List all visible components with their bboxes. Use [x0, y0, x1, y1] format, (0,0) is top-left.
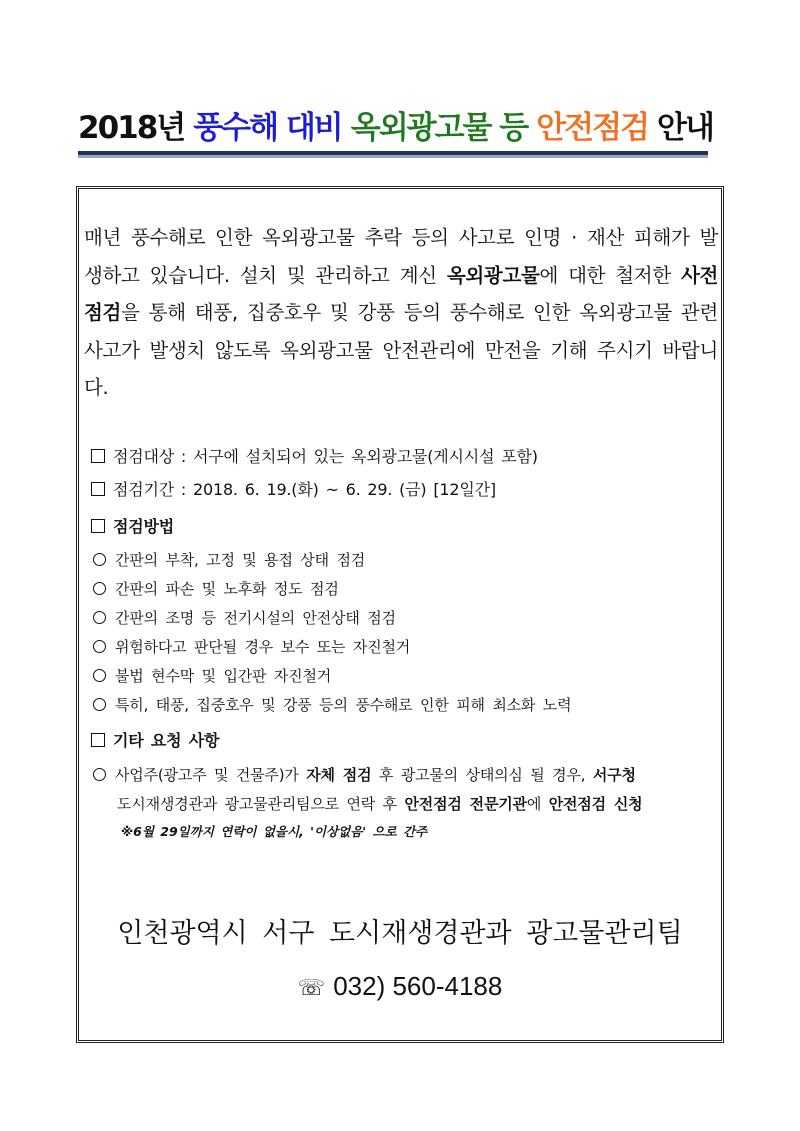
square-bullet-icon	[91, 449, 105, 463]
other-text: 에	[526, 795, 549, 813]
title-underline-shadow	[78, 155, 708, 158]
title-inspection: 안전점검	[536, 110, 649, 146]
method-item	[93, 664, 331, 688]
other-bold-agency: 안전점검 전문기관	[404, 795, 527, 813]
organization-name: 인천광역시 서구 도시재생경관과 광고물관리팀	[117, 918, 683, 949]
title-disaster: 풍수해 대비	[193, 110, 342, 146]
section-method-heading	[91, 515, 174, 539]
title-signage: 옥외광고물 등	[350, 110, 528, 146]
other-text: 후 광고물의 상태의심 될 경우,	[371, 766, 593, 784]
phone-icon: ☏	[297, 976, 326, 1001]
circle-bullet-icon	[93, 611, 106, 624]
period-label: 점검기간	[113, 480, 175, 499]
notice-box	[76, 186, 724, 1043]
period-separator: :	[180, 480, 187, 499]
circle-bullet-icon	[93, 640, 106, 653]
method-item-text: 간판의 부착, 고정 및 용접 상태 점검	[115, 551, 366, 569]
method-item	[93, 606, 396, 630]
target-separator: :	[180, 447, 187, 466]
intro-paragraph	[84, 219, 718, 407]
section-target	[91, 445, 538, 469]
title-notice: 안내	[657, 110, 713, 146]
method-item	[93, 693, 571, 717]
target-value: 서구에 설치되어 있는 옥외광고물(게시시설 포함)	[193, 447, 538, 466]
method-item-text: 불법 현수막 및 입간판 자진철거	[115, 667, 332, 685]
intro-text-2: 에 대한 철저한	[539, 263, 681, 287]
intro-text-3: 을 통해 태풍, 집중호우 및 강풍 등의 풍수해로 인한 옥외광고물 관련 사고가 발생치 않도록 옥외광고물 안전관리에 만전을 기해 주시기 바랍니다.	[84, 301, 718, 399]
method-item	[93, 635, 410, 659]
intro-bold-signage: 옥외광고물	[446, 263, 540, 287]
section-period	[91, 478, 496, 502]
deadline-note: ※6월 29일까지 연락이 없을시, '이상없음' 으로 간주	[121, 824, 428, 839]
method-item	[93, 548, 365, 572]
other-request-line-2	[117, 792, 642, 816]
section-other-heading	[91, 729, 219, 753]
other-bold-self-inspection: 자체 점검	[306, 766, 372, 784]
circle-bullet-icon	[93, 582, 106, 595]
title-year: 2018년	[78, 110, 185, 146]
other-label: 기타 요청 사항	[113, 731, 220, 750]
method-item-text: 위험하다고 판단될 경우 보수 또는 자진철거	[115, 638, 411, 656]
circle-bullet-icon	[93, 553, 106, 566]
other-bold-apply: 안전점검 신청	[548, 795, 643, 813]
other-text: 도시재생경관과 광고물관리팀으로 연락 후	[117, 795, 405, 813]
square-bullet-icon	[91, 482, 105, 496]
intro-bold-preinspection: 사전 점검	[84, 263, 719, 324]
method-label: 점검방법	[113, 517, 175, 536]
method-item-text: 간판의 파손 및 노후화 정도 점검	[115, 580, 339, 598]
target-label: 점검대상	[113, 447, 175, 466]
method-item-text: 간판의 조명 등 전기시설의 안전상태 점검	[115, 609, 396, 627]
circle-bullet-icon	[93, 698, 106, 711]
circle-bullet-icon	[93, 669, 106, 682]
page-title	[78, 108, 713, 148]
square-bullet-icon	[91, 519, 105, 533]
square-bullet-icon	[91, 733, 105, 747]
period-value: 2018. 6. 19.(화) ~ 6. 29. (금) [12일간]	[193, 480, 496, 499]
contact-phone	[79, 966, 721, 1009]
phone-number: 032) 560-4188	[333, 971, 503, 1001]
method-item-text: 특히, 태풍, 집중호우 및 강풍 등의 풍수해로 인한 피해 최소화 노력	[115, 696, 572, 714]
other-request-line-1	[93, 763, 636, 787]
other-bold-seogu-office: 서구청	[592, 766, 636, 784]
intro-text-1: 매년 풍수해로 인한 옥외광고물 추락 등의 사고로 인명 · 재산 피해가 발생하고 있습니다. 설치 및 관리하고 계신	[84, 226, 718, 287]
other-text: 사업주(광고주 및 건물주)가	[115, 766, 307, 784]
method-item	[93, 577, 339, 601]
circle-bullet-icon	[93, 768, 106, 781]
